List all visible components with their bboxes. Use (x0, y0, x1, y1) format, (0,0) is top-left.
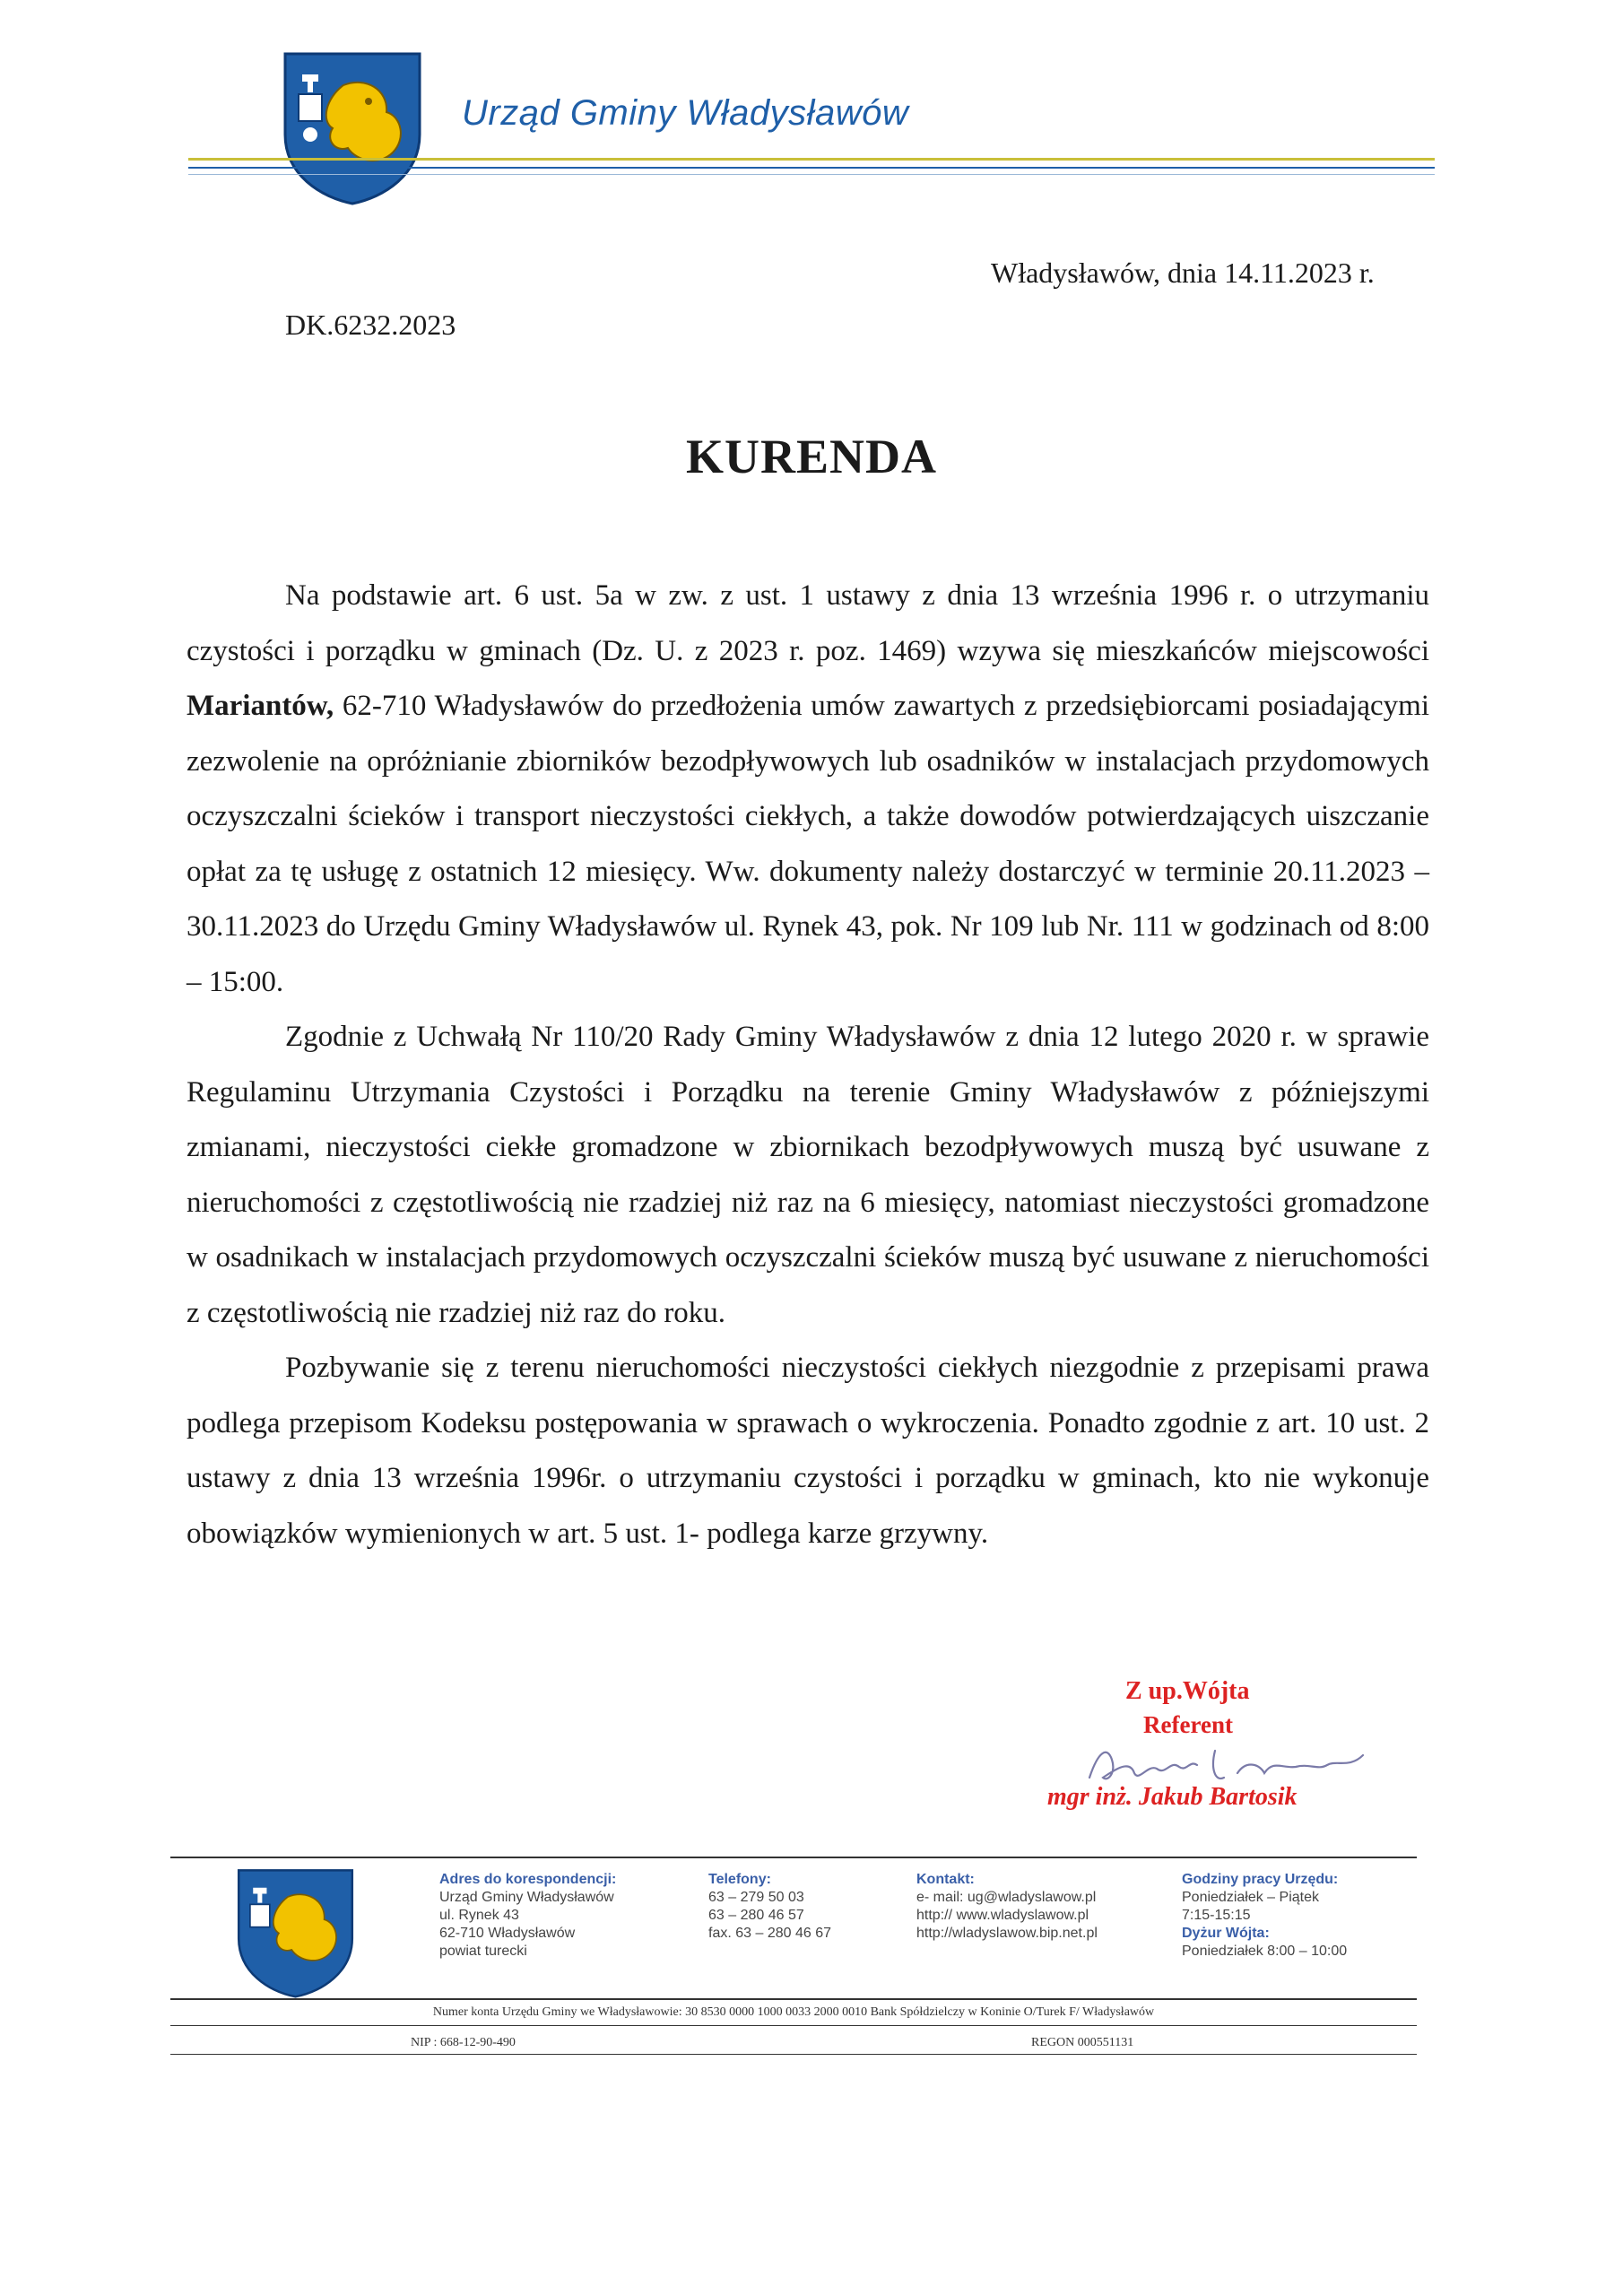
header-divider (188, 167, 1435, 169)
office-name: Urząd Gminy Władysławów (462, 93, 909, 133)
paragraph-1-text: Na podstawie art. 6 ust. 5a w zw. z ust. 1 ustawy z dnia 13 września 1996 r. o utrzymaniu czystości i porządku w gminach (Dz. U. z 2023 r. poz. 1469) wzywa się mieszkańców miejscowości (187, 579, 1429, 667)
footer-phones (708, 1871, 831, 1943)
document-title: KURENDA (685, 430, 937, 483)
village-name: Mariantów, (187, 690, 334, 722)
footer-address (439, 1871, 616, 1961)
footer-phone-line: 63 – 279 50 03 (708, 1890, 804, 1905)
footer-divider (170, 1857, 1417, 1858)
footer-phone-line: 63 – 280 46 57 (708, 1908, 804, 1923)
footer-duty-heading: Dyżur Wójta: (1182, 1926, 1270, 1941)
nip-number: NIP : 668-12-90-490 (411, 2036, 516, 2049)
footer-bip-link[interactable]: http://wladyslawow.bip.net.pl (916, 1926, 1098, 1941)
footer-contact (916, 1871, 1098, 1943)
footer-hours-heading: Godziny pracy Urzędu: (1182, 1872, 1339, 1887)
coat-of-arms-logo (281, 49, 424, 206)
footer-hours-time: 7:15-15:15 (1182, 1908, 1251, 1923)
paragraph-1-text-cont: 62-710 Władysławów do przedłożenia umów zawartych z przedsiębiorcami posiadającymi zezwolenie na opróżnianie zbiorników bezodpływowych lub osadników w instalacjach przydomowych oczyszczalni ścieków i transport nieczystości ciekłych, a także dowodów potwierdzających uiszczanie opłat za tę usługę z ostatnich 12 miesięcy. Ww. dokumenty należy dostarczyć w terminie 20.11.2023 – 30.11.2023 do Urzędu Gminy Władysławów ul. Rynek 43, pok. Nr 109 lub Nr. 111 w godzinach od 8:00 – 15:00. (187, 690, 1429, 998)
footer-fax-line: fax. 63 – 280 46 67 (708, 1926, 831, 1941)
footer-duty-time: Poniedziałek 8:00 – 10:00 (1182, 1944, 1348, 1959)
signature-name: mgr inż. Jakub Bartosik (1047, 1783, 1298, 1811)
footer-address-line: Urząd Gminy Władysławów (439, 1890, 614, 1905)
footer-office-hours (1182, 1871, 1347, 1961)
footer-phones-heading: Telefony: (708, 1872, 771, 1887)
body-text (187, 569, 1429, 1561)
footer-address-line: powiat turecki (439, 1944, 527, 1959)
paragraph-1 (187, 569, 1429, 1010)
footer-website-link[interactable]: http:// www.wladyslawow.pl (916, 1908, 1089, 1923)
regon-number: REGON 000551131 (1031, 2036, 1134, 2049)
footer-contact-heading: Kontakt: (916, 1872, 975, 1887)
footer-address-line: 62-710 Władysławów (439, 1926, 576, 1941)
header-divider (188, 158, 1435, 161)
footer-divider (170, 2054, 1417, 2055)
footer-hours-days: Poniedziałek – Piątek (1182, 1890, 1319, 1905)
paragraph-3: Pozbywanie się z terenu nieruchomości nieczystości ciekłych niezgodnie z przepisami prawa podlega przepisom Kodeksu postępowania w sprawach o wykroczenia. Ponadto zgodnie z art. 10 ust. 2 ustawy z dnia 13 września 1996r. o utrzymaniu czystości i porządku w gminach, kto nie wykonuje obowiązków wymienionych w art. 5 ust. 1- podlega karze grzywny. (187, 1352, 1429, 1550)
signature-role: Referent (1143, 1711, 1233, 1738)
footer-divider (170, 2025, 1417, 2026)
footer-divider (170, 1998, 1417, 2000)
signature-authority: Z up.Wójta (1125, 1677, 1250, 1705)
coat-of-arms-logo (235, 1866, 356, 2000)
reference-number: DK.6232.2023 (285, 309, 456, 341)
footer-email[interactable]: e- mail: ug@wladyslawow.pl (916, 1890, 1097, 1905)
bank-account: Numer konta Urzędu Gminy we Władysławowie: 30 8530 0000 1000 0033 2000 0010 Bank Spółdzielczy w Koninie O/Turek F/ Władysławów (432, 2005, 1155, 2019)
footer-address-heading: Adres do korespondencji: (439, 1872, 617, 1887)
place-and-date: Władysławów, dnia 14.11.2023 r. (991, 257, 1375, 289)
paragraph-2: Zgodnie z Uchwałą Nr 110/20 Rady Gminy Władysławów z dnia 12 lutego 2020 r. w sprawie Regulaminu Utrzymania Czystości i Porządku na terenie Gminy Władysławów z późniejszymi zmianami, nieczystości ciekłe gromadzone w zbiornikach bezodpływowych muszą być usuwane z nieruchomości z częstotliwością nie rzadziej niż raz na 6 miesięcy, natomiast nieczystości gromadzone w osadnikach w instalacjach przydomowych oczyszczalni ścieków muszą być usuwane z nieruchomości z częstotliwością nie rzadziej niż raz do roku. (187, 1021, 1429, 1329)
header-divider (188, 174, 1435, 175)
footer-address-line: ul. Rynek 43 (439, 1908, 519, 1923)
